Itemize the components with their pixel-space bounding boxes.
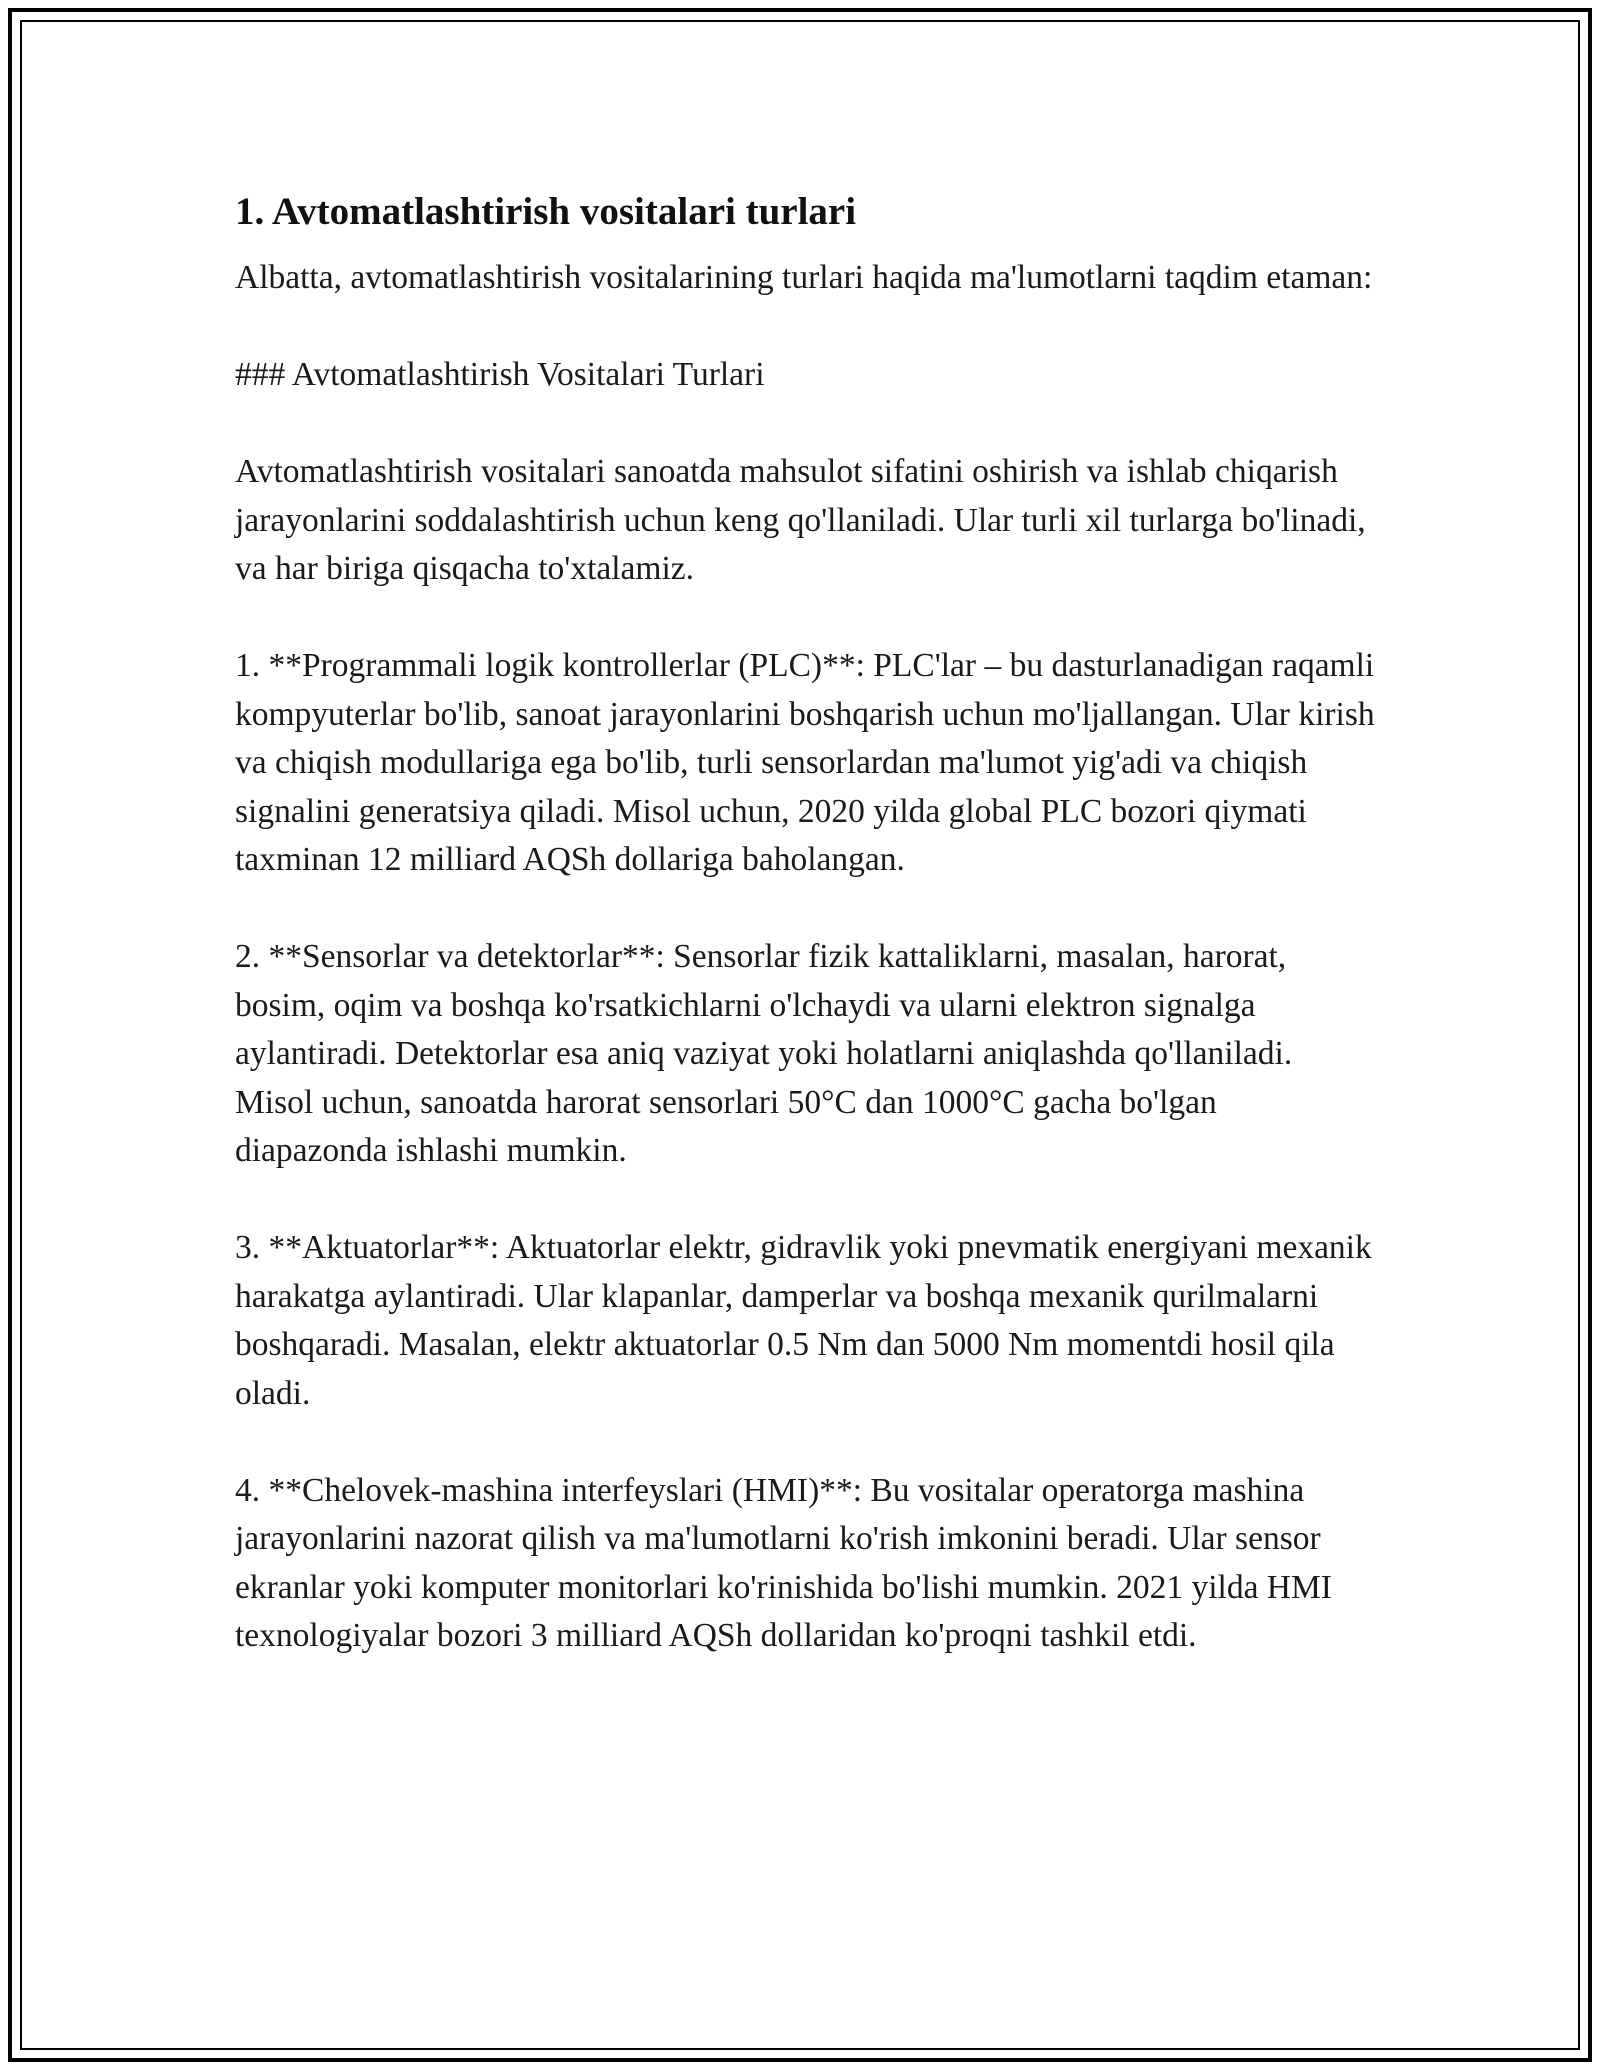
list-item-actuators: 3. **Aktuatorlar**: Aktuatorlar elektr, gidravlik yoki pnevmatik energiyani mexanik harakatga aylantiradi. Ular klapanlar, damperlar va boshqa mexanik qurilmalarni boshqaradi. Masalan, elektr aktuatorlar 0.5 Nm dan 5000 Nm momentdi hosil qila oladi. [235,1229,1372,1412]
overview-paragraph: Avtomatlashtirish vositalari sanoatda mahsulot sifatini oshirish va ishlab chiqarish jarayonlarini soddalashtirish uchun keng qo'llaniladi. Ular turli xil turlarga bo'linadi, va har biriga qisqacha to'xtalamiz. [235,453,1366,587]
document-title: 1. Avtomatlashtirish vositalari turlari [235,190,857,233]
intro-paragraph: Albatta, avtomatlashtirish vositalarining turlari haqida ma'lumotlarni taqdim etaman: [235,259,1373,296]
list-item-hmi: 4. **Chelovek-mashina interfeyslari (HMI)**: Bu vositalar operatorga mashina jarayonlarini nazorat qilish va ma'lumotlarni ko'rish imkonini beradi. Ular sensor ekranlar yoki komputer monitorlari ko'rinishida bo'lishi mumkin. 2021 yilda HMI texnologiyalar bozori 3 milliard AQSh dollaridan ko'proqni tashkil etdi. [235,1471,1332,1654]
section-heading-markdown: ### Avtomatlashtirish Vositalari Turlari [235,356,765,393]
list-item-plc: 1. **Programmali logik kontrollerlar (PLC)**: PLC'lar – bu dasturlanadigan raqamli kompyuterlar bo'lib, sanoat jarayonlarini boshqarish uchun mo'ljallangan. Ular kirish va chiqish modullariga ega bo'lib, turli sensorlardan ma'lumot yig'adi va chiqish signalini generatsiya qiladi. Misol uchun, 2020 yilda global PLC bozori qiymati taxminan 12 milliard AQSh dollariga baholangan. [235,647,1375,878]
document-body [235,186,1375,1709]
list-item-sensors: 2. **Sensorlar va detektorlar**: Sensorlar fizik kattaliklarni, masalan, harorat, bosim, oqim va boshqa ko'rsatkichlarni o'lchaydi va ularni elektron signalga aylantiradi. Detektorlar esa aniq vaziyat yoki holatlarni aniqlashda qo'llaniladi. Misol uchun, sanoatda harorat sensorlari 50°C dan 1000°C gacha bo'lgan diapazonda ishlashi mumkin. [235,938,1293,1169]
